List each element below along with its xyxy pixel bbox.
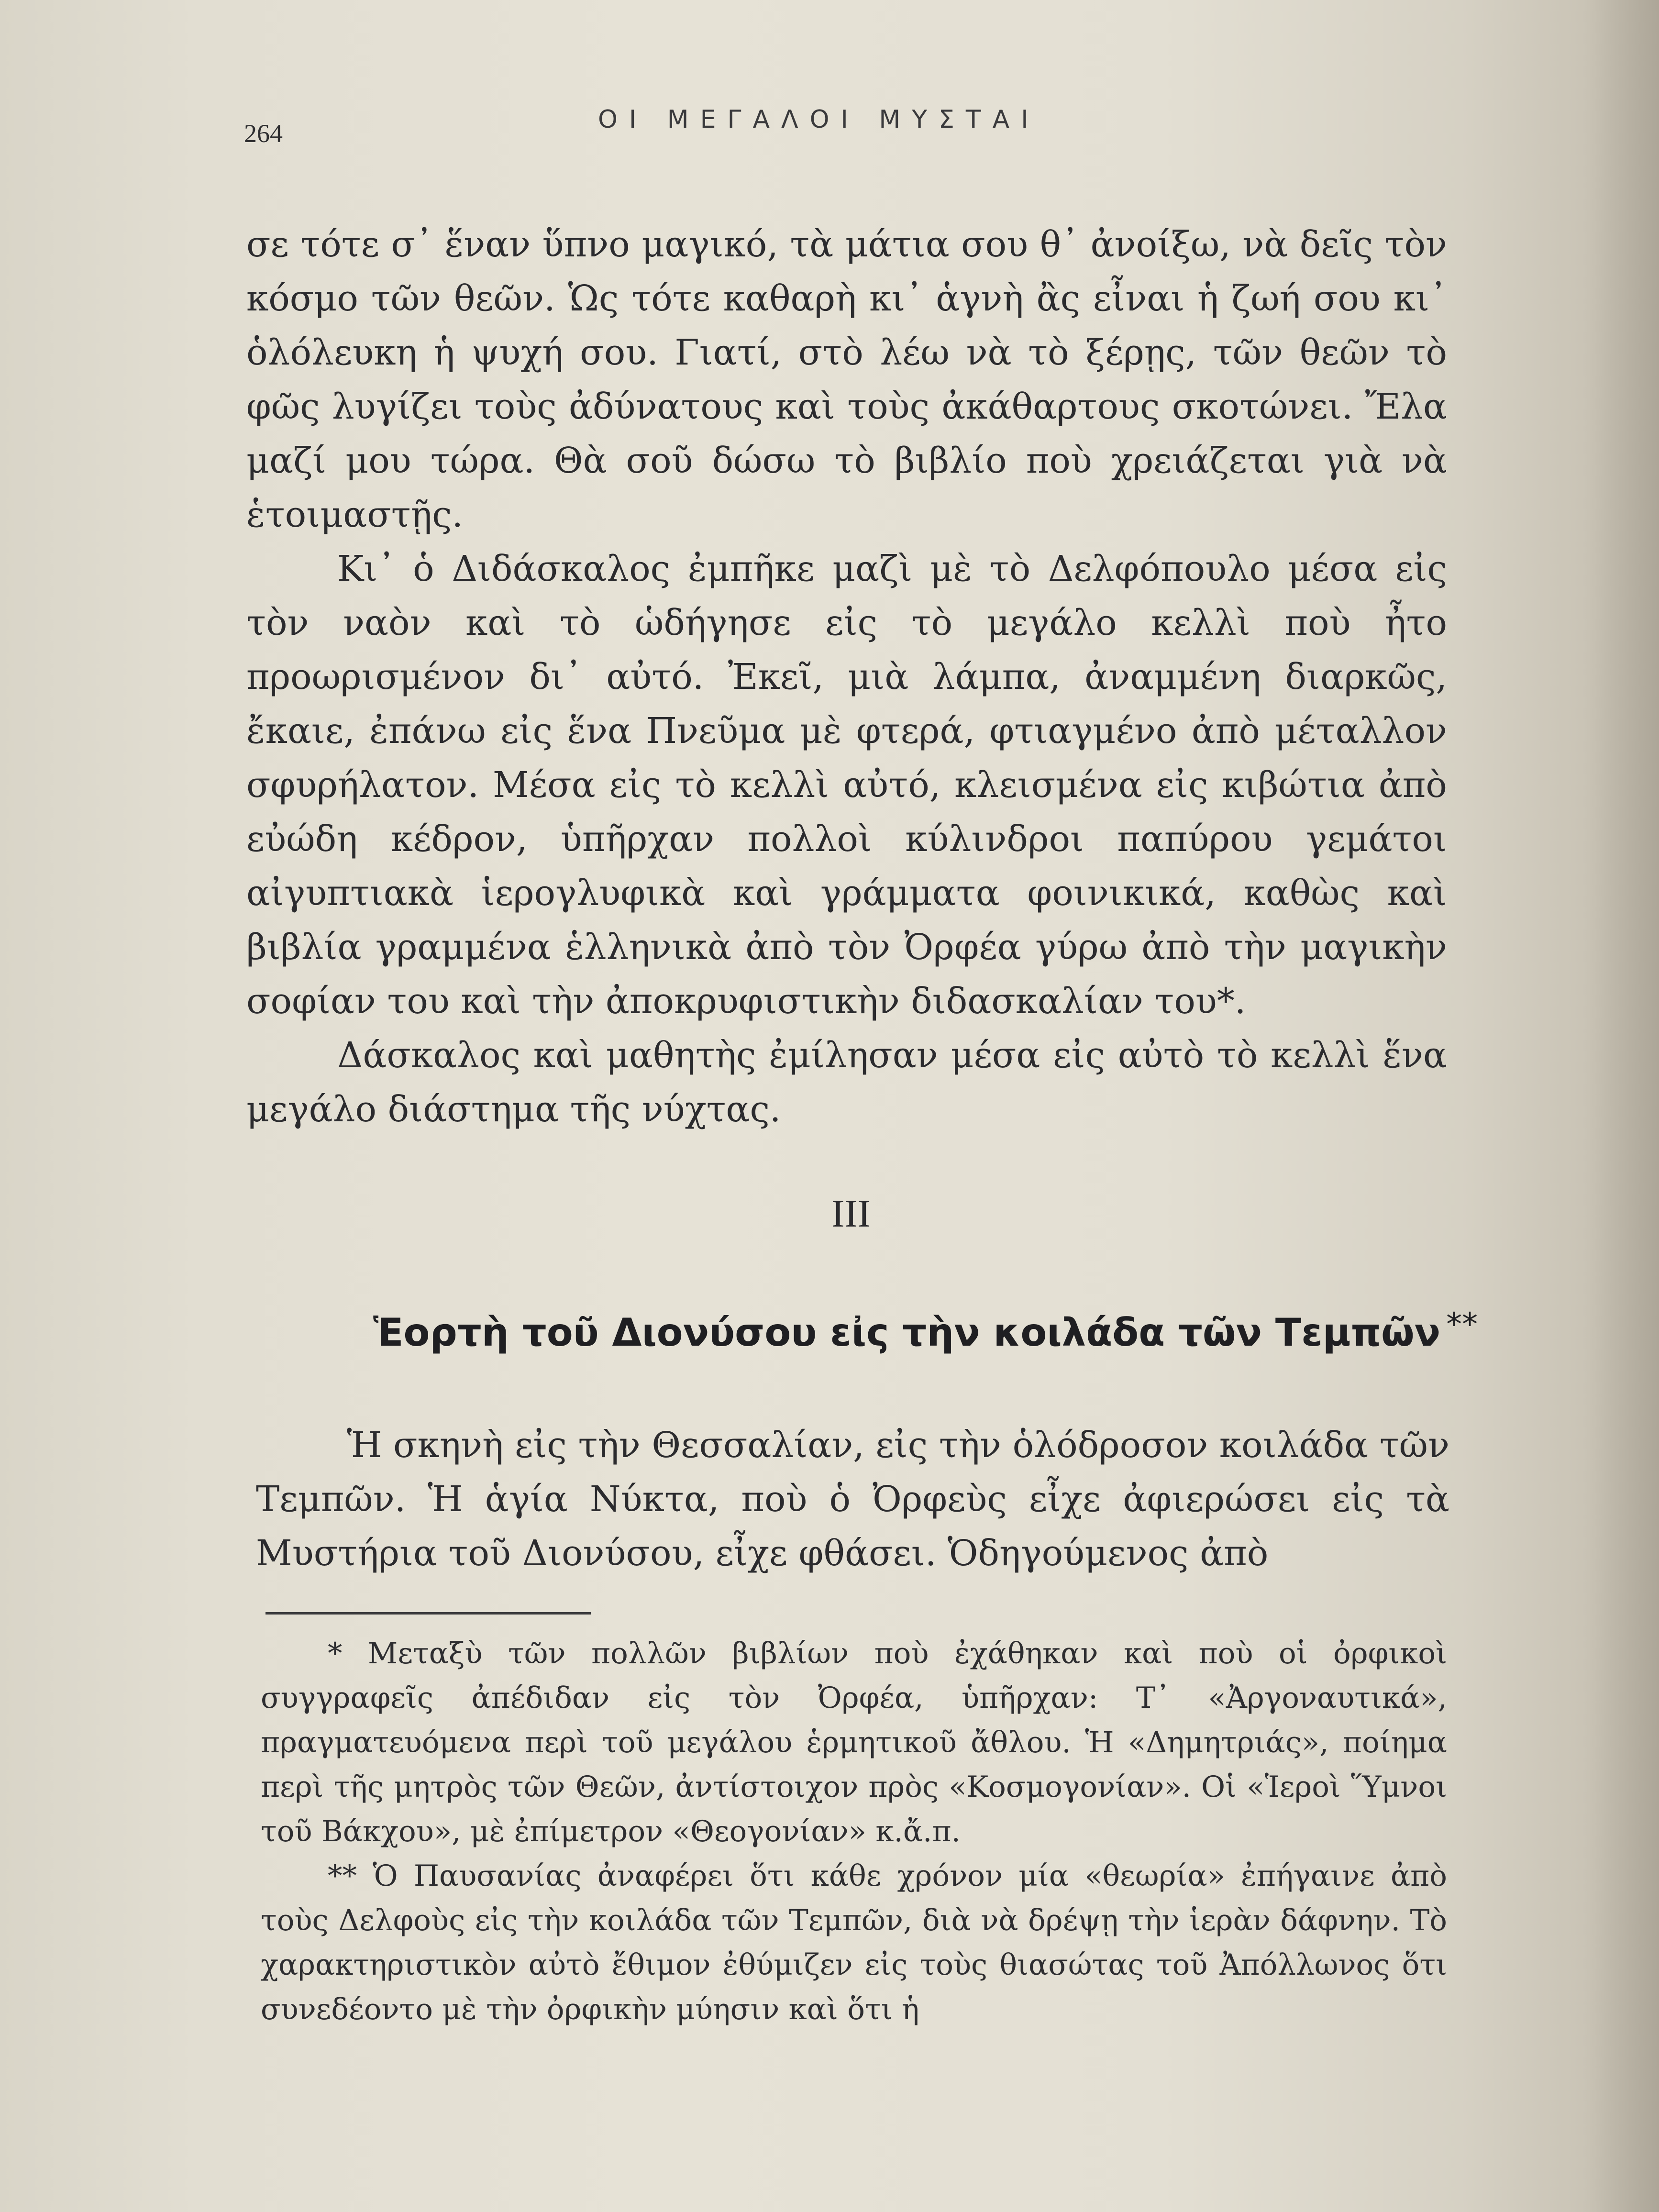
footnote: ** Ὁ Παυσανίας ἀναφέρει ὅτι κάθε χρόνον μία «θεωρία» ἐπήγαινε ἀπὸ τοὺς Δελφοὺς εἰς τὴν κοιλάδα τῶν Τεμπῶν, διὰ νὰ δρέψῃ τὴν ἱερὰν δάφνην. Τὸ χαρακτηριστικὸν αὐτὸ ἔθιμον ἐθύμιζεν εἰς τοὺς θιασώτας τοῦ Ἀπόλλωνος ὅτι συνεδέοντο μὲ τὴν ὀρφικὴν μύησιν καὶ ὅτι ἡ [261, 1859, 1447, 2026]
paragraph: σε τότε σ᾽ ἕναν ὕπνο μαγικό, τὰ μάτια σου θ᾽ ἀνοίξω, νὰ δεῖς τὸν κόσμο τῶν θεῶν. Ὡς τότε καθαρὴ κι᾽ ἁγνὴ ἂς εἶναι ἡ ζωή σου κι᾽ ὁλόλευκη ἡ ψυχή σου. Γιατί, στὸ λέω νὰ τὸ ξέρῃς, τῶν θεῶν τὸ φῶς λυγίζει τοὺς ἀδύνατους καὶ τοὺς ἀκάθαρτους σκοτώνει. Ἔλα μαζί μου τώρα. Θὰ σοῦ δώσω τὸ βιβλίο ποὺ χρειάζεται γιὰ νὰ ἑτοιμαστῇς. [246, 224, 1447, 535]
footnote-mark: ** [1446, 1306, 1478, 1343]
paragraph: Κι᾽ ὁ Διδάσκαλος ἐμπῆκε μαζὶ μὲ τὸ Δελφόπουλο μέσα εἰς τὸν ναὸν καὶ τὸ ὡδήγησε εἰς τὸ μεγάλο κελλὶ ποὺ ἦτο προωρισμένον δι᾽ αὐτό. Ἐκεῖ, μιὰ λάμπα, ἀναμμένη διαρκῶς, ἔκαιε, ἐπάνω εἰς ἕνα Πνεῦμα μὲ φτερά, φτιαγμένο ἀπὸ μέταλλον σφυρήλατον. Μέσα εἰς τὸ κελλὶ αὐτό, κλεισμένα εἰς κιβώτια ἀπὸ εὐώδη κέδρον, ὑπῆρχαν πολλοὶ κύλινδροι παπύρου γεμάτοι αἰγυπτιακὰ ἱερογλυφικὰ καὶ γράμματα φοινικικά, καθὼς καὶ βιβλία γραμμένα ἑλληνικὰ ἀπὸ τὸν Ὀρφέα γύρω ἀπὸ τὴν μαγικὴν σοφίαν του καὶ τὴν ἀποκρυφιστικὴν διδασκαλίαν του*. [246, 548, 1447, 1022]
page-number: 264 [244, 119, 283, 148]
paragraph: Ἡ σκηνὴ εἰς τὴν Θεσσαλίαν, εἰς τὴν ὁλόδροσον κοιλάδα τῶν Τεμπῶν. Ἡ ἁγία Νύκτα, ποὺ ὁ Ὀρφεὺς εἶχε ἀφιερώσει εἰς τὰ Μυστήρια τοῦ Διονύσου, εἶχε φθάσει. Ὁδηγούμενος ἀπὸ [256, 1425, 1449, 1574]
section-numeral: III [831, 1192, 871, 1235]
body-text-block [246, 218, 1447, 1137]
section-title [373, 1306, 1478, 1355]
footnotes [261, 1631, 1447, 2032]
running-head: ΟΙ ΜΕΓΑΛΟΙ ΜΥΣΤΑΙ [598, 105, 1040, 134]
page-edge-shadow [1582, 0, 1659, 2212]
footnote-divider [265, 1612, 591, 1615]
footnote: * Μεταξὺ τῶν πολλῶν βιβλίων ποὺ ἐχάθηκαν καὶ ποὺ οἱ ὀρφικοὶ συγγραφεῖς ἀπέδιδαν εἰς τὸν Ὀρφέα, ὑπῆρχαν: Τ᾽ «Ἀργοναυτικά», πραγματευόμενα περὶ τοῦ μεγάλου ἑρμητικοῦ ἄθλου. Ἡ «Δημητριάς», ποίημα περὶ τῆς μητρὸς τῶν Θεῶν, ἀντίστοιχον πρὸς «Κοσμογονίαν». Οἱ «Ἱεροὶ Ὕμνοι τοῦ Βάκχου», μὲ ἐπίμετρον «Θεογονίαν» κ.ἄ.π. [261, 1637, 1447, 1848]
paragraph: Δάσκαλος καὶ μαθητὴς ἐμίλησαν μέσα εἰς αὐτὸ τὸ κελλὶ ἕνα μεγάλο διάστημα τῆς νύχτας. [246, 1035, 1447, 1130]
body-text-block [256, 1418, 1449, 1581]
section-title-text: Ἑορτὴ τοῦ Διονύσου εἰς τὴν κοιλάδα τῶν Τεμπῶν [373, 1310, 1441, 1355]
